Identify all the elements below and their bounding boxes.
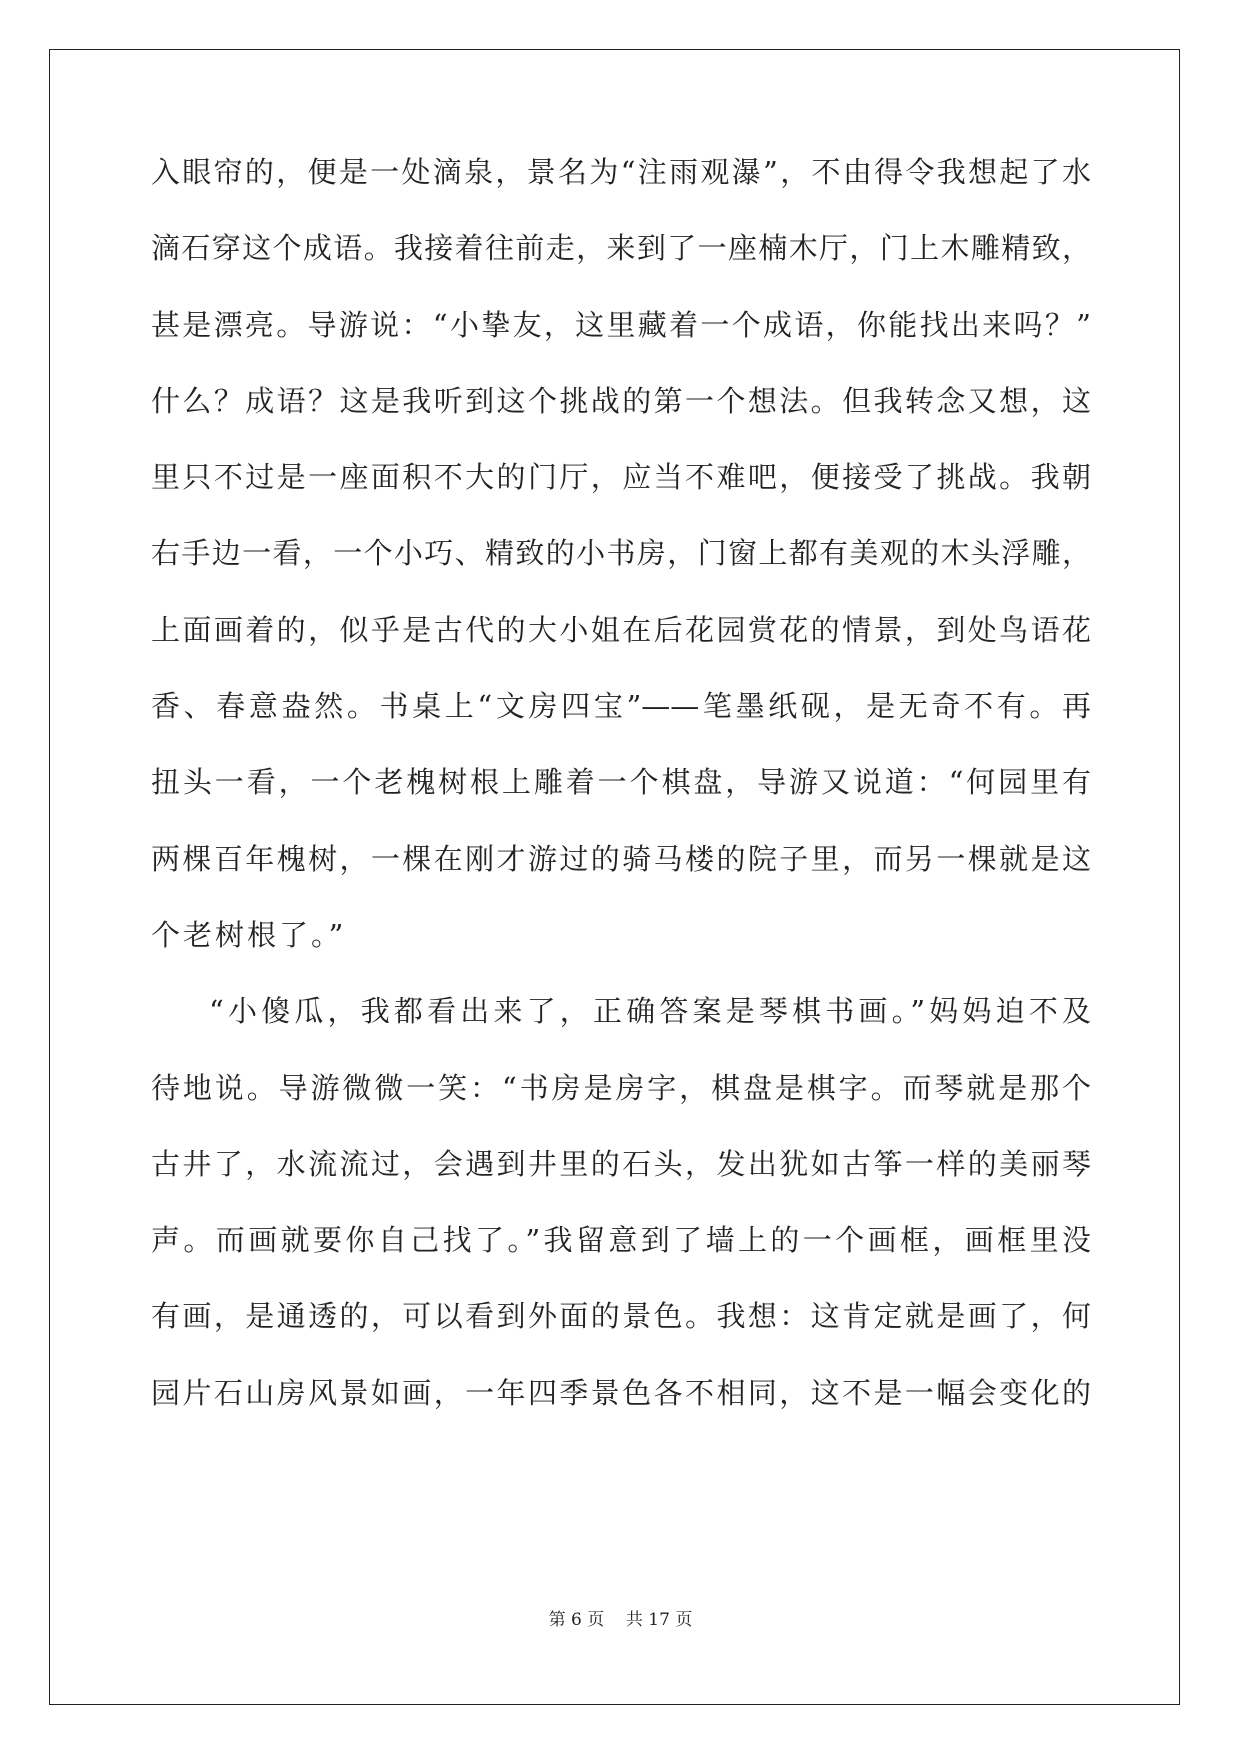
- body-text: [151, 155, 1091, 1455]
- text-line: 声。而画就要你自己找了。”我留意到了墙上的一个画框，画框里没: [151, 1223, 1091, 1258]
- text-line: 右手边一看，一个小巧、精致的小书房，门窗上都有美观的木头浮雕，: [151, 536, 1091, 571]
- text-line: 香、春意盎然。书桌上“文房四宝”——笔墨纸砚，是无奇不有。再: [151, 689, 1091, 724]
- text-line: 滴石穿这个成语。我接着往前走，来到了一座楠木厅，门上木雕精致，: [151, 231, 1091, 266]
- text-line: 入眼帘的，便是一处滴泉，景名为“注雨观瀑”，不由得令我想起了水: [151, 155, 1091, 189]
- text-line: 什么？成语？这是我听到这个挑战的第一个想法。但我转念又想，这: [151, 383, 1091, 418]
- text-line: 园片石山房风景如画，一年四季景色各不相同，这不是一幅会变化的: [151, 1375, 1091, 1410]
- text-line: 有画，是通透的，可以看到外面的景色。我想：这肯定就是画了，何: [151, 1299, 1091, 1334]
- page-number-footer: 第 6 页 共 17 页: [548, 1610, 693, 1630]
- text-line: 里只不过是一座面积不大的门厅，应当不难吧，便接受了挑战。我朝: [151, 460, 1091, 495]
- text-line: 甚是漂亮。导游说：“小挚友，这里藏着一个成语，你能找出来吗？”: [151, 307, 1091, 342]
- text-line: 两棵百年槐树，一棵在刚才游过的骑马楼的院子里，而另一棵就是这: [151, 841, 1091, 876]
- paragraph-first-line: “小傻瓜，我都看出来了，正确答案是琴棋书画。”妈妈迫不及: [209, 994, 1091, 1029]
- text-line: 上面画着的，似乎是古代的大小姐在后花园赏花的情景，到处鸟语花: [151, 612, 1091, 647]
- text-line: 古井了，水流流过，会遇到井里的石头，发出犹如古筝一样的美丽琴: [151, 1146, 1091, 1181]
- text-line: 扭头一看，一个老槐树根上雕着一个棋盘，导游又说道：“何园里有: [151, 765, 1091, 800]
- text-line: 待地说。导游微微一笑：“书房是房字，棋盘是棋字。而琴就是那个: [151, 1070, 1091, 1105]
- text-line: 个老树根了。”: [151, 917, 347, 952]
